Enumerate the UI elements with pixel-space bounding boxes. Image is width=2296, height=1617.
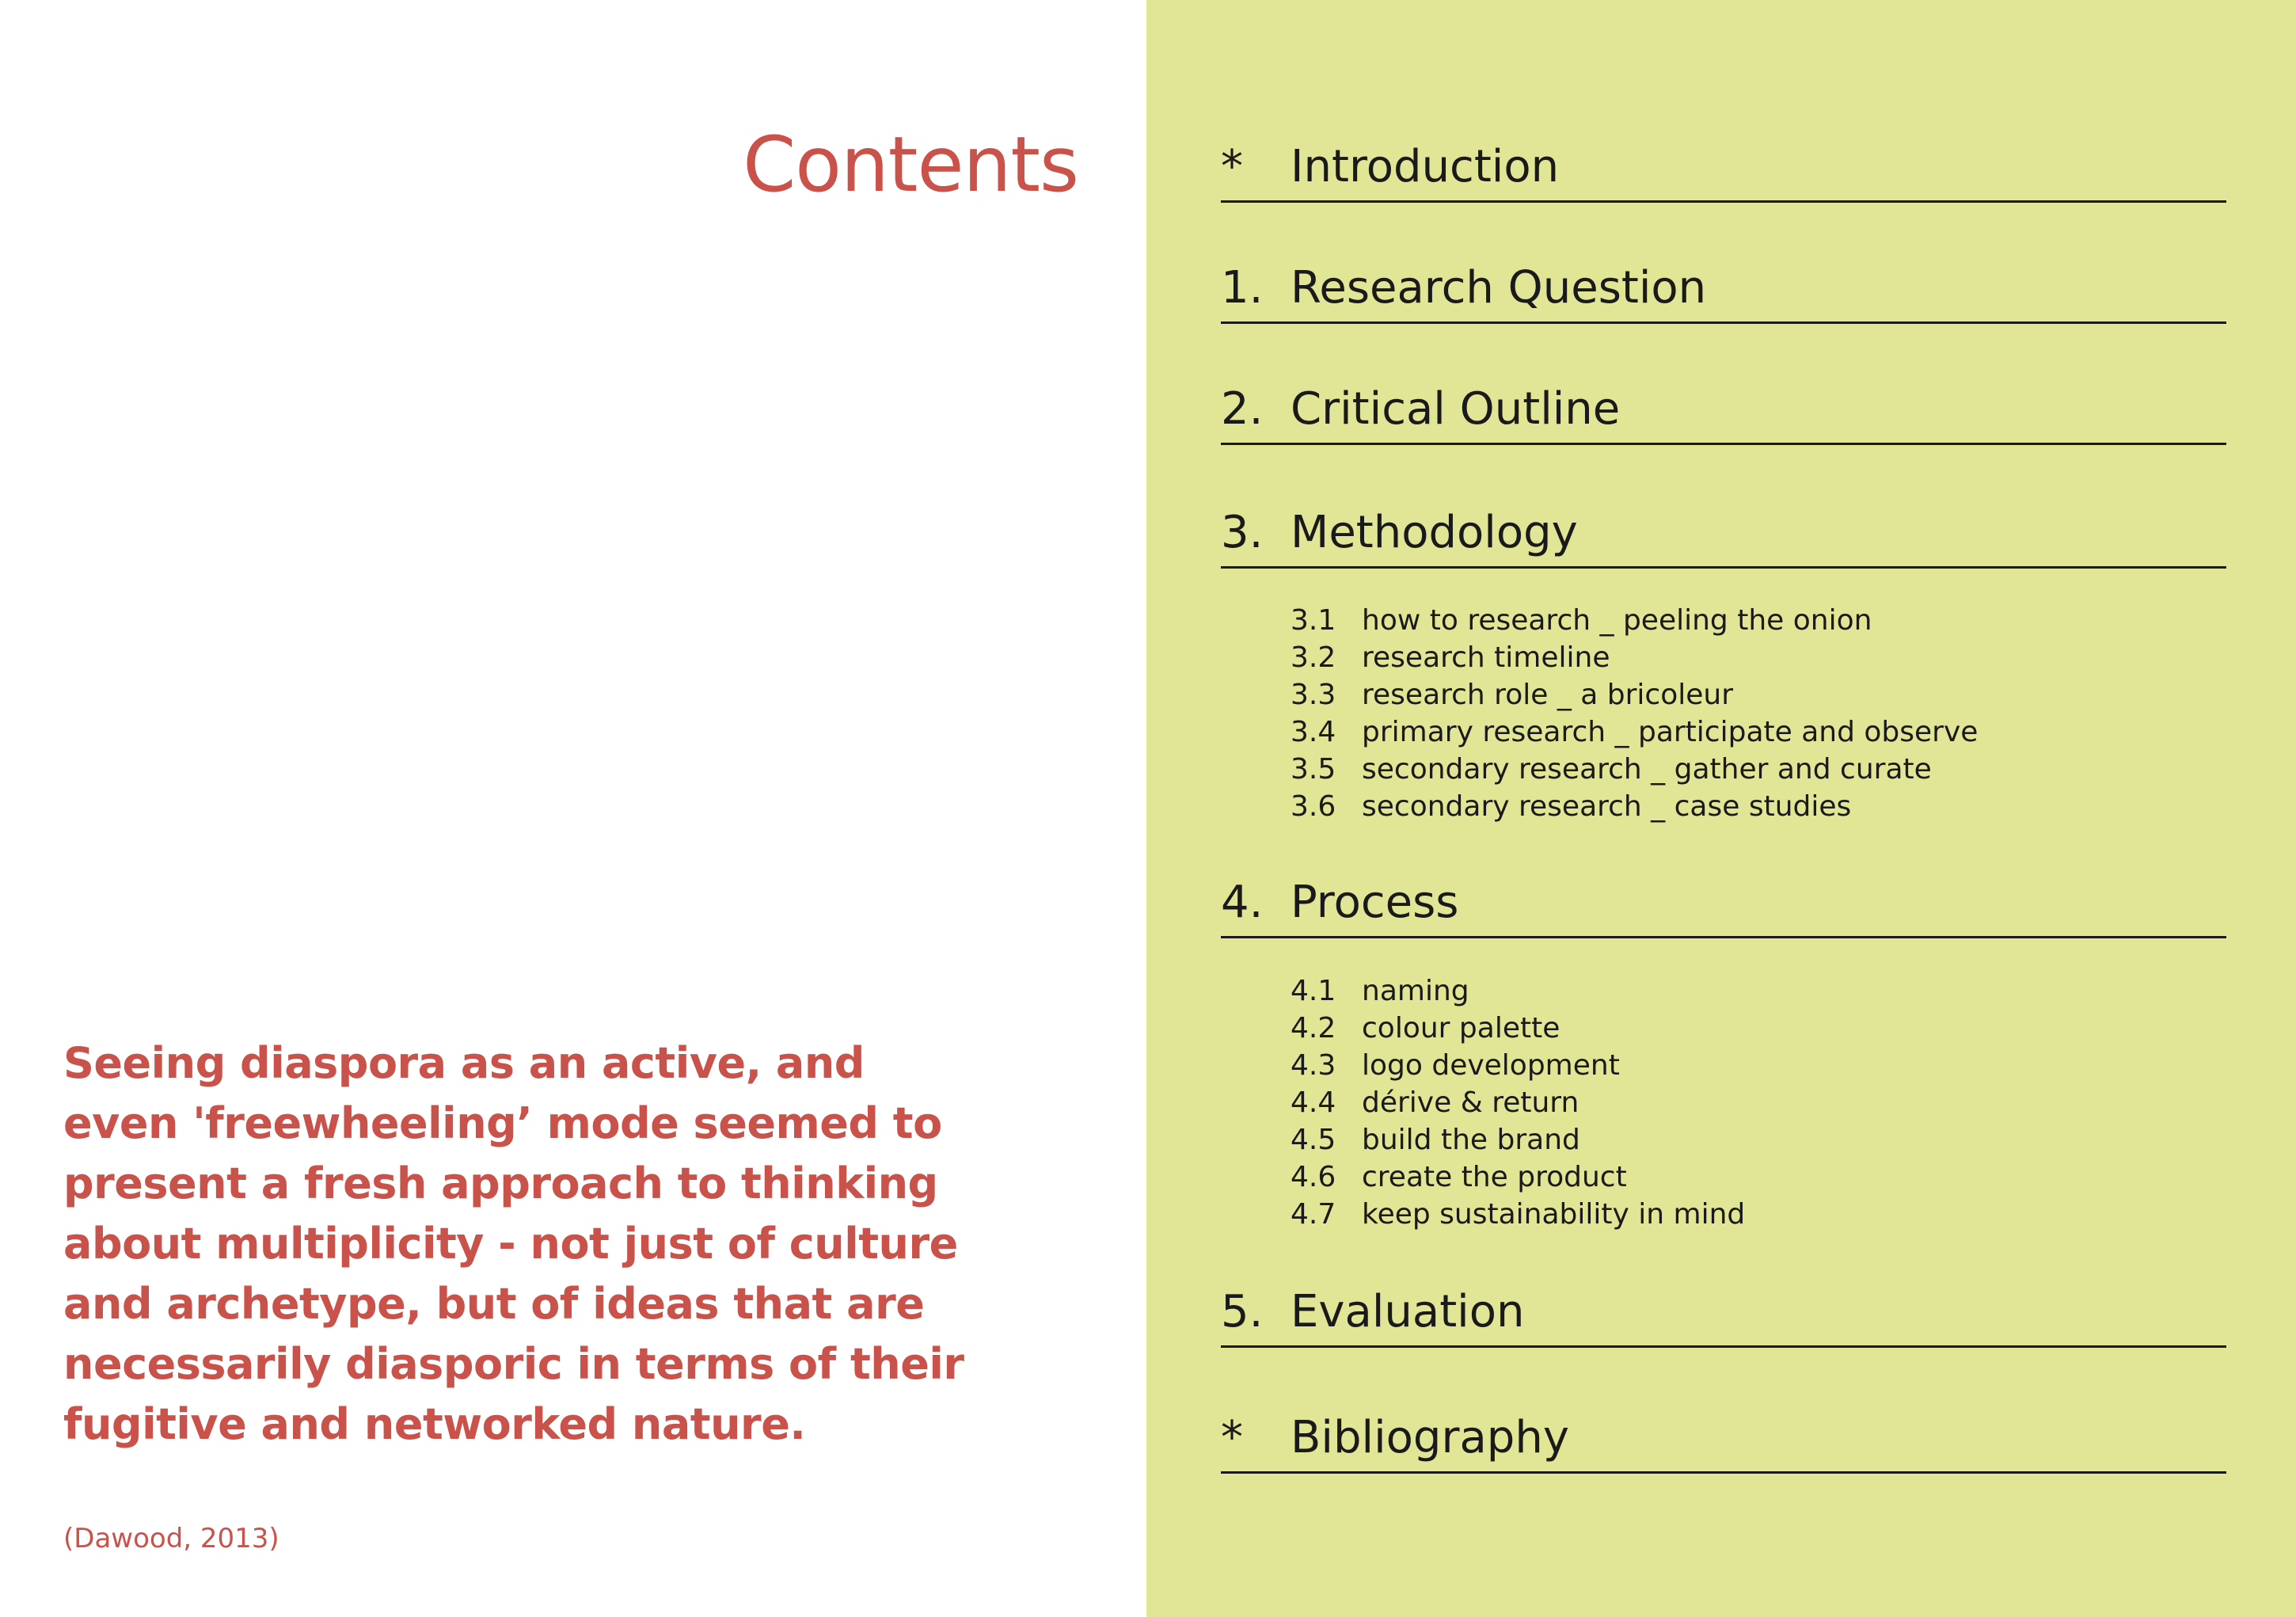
toc-label: Methodology xyxy=(1291,507,1578,558)
toc-entry-critical-outline[interactable] xyxy=(1221,383,2226,445)
toc-subnumber: 3.1 xyxy=(1291,604,1336,637)
page-title: Contents xyxy=(743,120,1078,209)
toc-sublabel: secondary research _ gather and curate xyxy=(1362,753,1932,786)
toc-sublabel: naming xyxy=(1362,975,1469,1007)
toc-subnumber: 4.1 xyxy=(1291,975,1336,1007)
toc-subitem[interactable] xyxy=(1291,676,1978,713)
toc-subitem[interactable] xyxy=(1291,1084,1745,1121)
toc-sublabel: how to research _ peeling the onion xyxy=(1362,604,1872,637)
quote-line: present a fresh approach to thinking xyxy=(63,1159,938,1208)
toc-label: Critical Outline xyxy=(1291,383,1621,435)
toc-sublabel: primary research _ participate and observe xyxy=(1362,716,1979,748)
toc-heading xyxy=(1221,1286,1525,1337)
toc-subitem[interactable] xyxy=(1291,1196,1745,1233)
toc-sublabel: create the product xyxy=(1362,1161,1627,1193)
toc-number: 2. xyxy=(1221,383,1264,435)
toc-heading xyxy=(1221,383,1621,435)
toc-label: Process xyxy=(1291,877,1459,928)
toc-heading xyxy=(1221,1412,1569,1463)
quote-line: even 'freewheeling’ mode seemed to xyxy=(63,1098,942,1148)
quote-line: fugitive and networked nature. xyxy=(63,1399,806,1449)
toc-subnumber: 3.3 xyxy=(1291,679,1336,711)
toc-label: Evaluation xyxy=(1291,1286,1525,1337)
toc-entry-introduction[interactable] xyxy=(1221,141,2226,203)
quote-line: about multiplicity - not just of culture xyxy=(63,1219,958,1269)
toc-subnumber: 3.4 xyxy=(1291,716,1336,748)
toc-label: Introduction xyxy=(1291,141,1560,192)
toc-entry-methodology[interactable] xyxy=(1221,507,2226,569)
toc-heading xyxy=(1221,877,1459,928)
toc-subnumber: 3.2 xyxy=(1291,641,1336,674)
quote-block xyxy=(63,1033,964,1455)
toc-subnumber: 3.5 xyxy=(1291,753,1336,786)
quote-citation: (Dawood, 2013) xyxy=(63,1523,279,1554)
toc-subnumber: 4.4 xyxy=(1291,1086,1336,1119)
toc-subitem[interactable] xyxy=(1291,713,1978,751)
toc-entry-evaluation[interactable] xyxy=(1221,1286,2226,1348)
toc-number: 5. xyxy=(1221,1286,1264,1337)
methodology-subsections xyxy=(1291,602,1978,825)
toc-sublabel: research role _ a bricoleur xyxy=(1362,679,1734,711)
toc-subnumber: 4.3 xyxy=(1291,1049,1336,1082)
toc-number: * xyxy=(1221,1412,1243,1463)
toc-subnumber: 4.7 xyxy=(1291,1198,1336,1231)
toc-number: 4. xyxy=(1221,877,1264,928)
toc-number: * xyxy=(1221,141,1243,192)
process-subsections xyxy=(1291,972,1745,1233)
toc-sublabel: research timeline xyxy=(1362,641,1610,674)
toc-heading xyxy=(1221,262,1707,314)
toc-heading xyxy=(1221,141,1560,192)
quote-line: and archetype, but of ideas that are xyxy=(63,1279,925,1329)
toc-heading xyxy=(1221,507,1578,558)
toc-subitem[interactable] xyxy=(1291,1010,1745,1047)
toc-number: 1. xyxy=(1221,262,1264,314)
toc-subitem[interactable] xyxy=(1291,751,1978,788)
toc-subnumber: 3.6 xyxy=(1291,790,1336,823)
toc-entry-research-question[interactable] xyxy=(1221,262,2226,324)
toc-subnumber: 4.5 xyxy=(1291,1124,1336,1156)
toc-subitem[interactable] xyxy=(1291,1121,1745,1159)
toc-sublabel: build the brand xyxy=(1362,1124,1580,1156)
toc-label: Bibliography xyxy=(1291,1412,1569,1463)
toc-sublabel: secondary research _ case studies xyxy=(1362,790,1852,823)
toc-subitem[interactable] xyxy=(1291,1159,1745,1196)
toc-sublabel: keep sustainability in mind xyxy=(1362,1198,1746,1231)
toc-entry-bibliography[interactable] xyxy=(1221,1412,2226,1474)
toc-entry-process[interactable] xyxy=(1221,877,2226,938)
toc-subitem[interactable] xyxy=(1291,602,1978,639)
toc-sublabel: colour palette xyxy=(1362,1012,1560,1044)
toc-subitem[interactable] xyxy=(1291,639,1978,676)
toc-subitem[interactable] xyxy=(1291,972,1745,1010)
toc-subitem[interactable] xyxy=(1291,1047,1745,1084)
quote-line: necessarily diasporic in terms of their xyxy=(63,1339,964,1389)
toc-number: 3. xyxy=(1221,507,1264,558)
toc-subnumber: 4.6 xyxy=(1291,1161,1336,1193)
toc-subnumber: 4.2 xyxy=(1291,1012,1336,1044)
toc-sublabel: logo development xyxy=(1362,1049,1620,1082)
toc-sublabel: dérive & return xyxy=(1362,1086,1579,1119)
toc-subitem[interactable] xyxy=(1291,788,1978,825)
toc-label: Research Question xyxy=(1291,262,1707,314)
quote-line: Seeing diaspora as an active, and xyxy=(63,1038,865,1088)
